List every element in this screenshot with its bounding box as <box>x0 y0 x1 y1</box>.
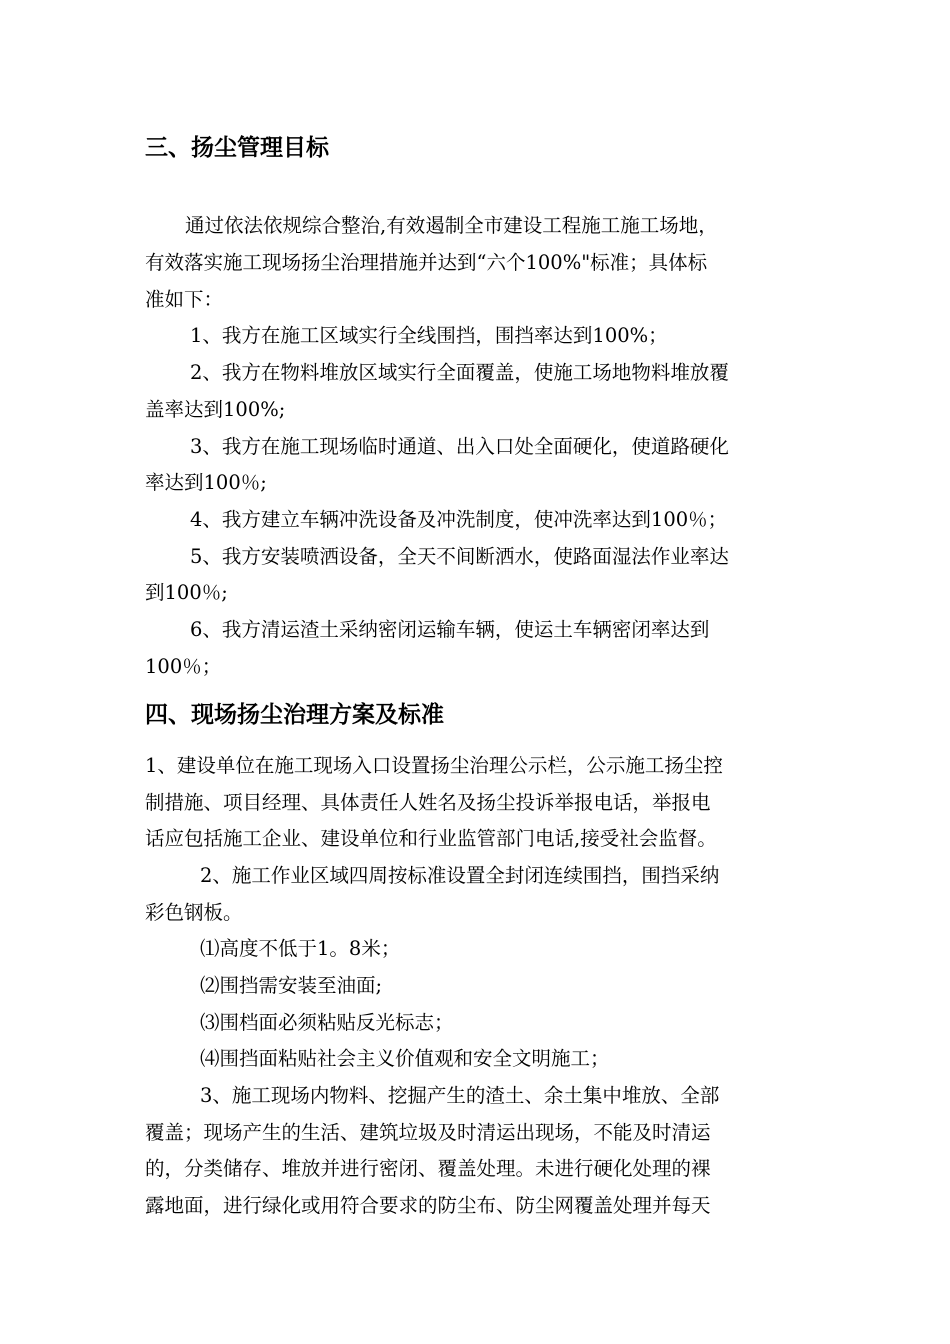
paragraph-line: 制措施、项目经理、具体责任人姓名及扬尘投诉举报电话，举报电 <box>145 791 711 814</box>
paragraph-line: 1、建设单位在施工现场入口设置扬尘治理公示栏，公示施工扬尘控 <box>145 754 723 777</box>
target-item: 1、我方在施工区域实行全线围挡，围挡率达到100%； <box>190 324 668 347</box>
target-item: 率达到100％; <box>145 471 267 494</box>
fence-requirement: ⑴高度不低于1。8米； <box>200 937 401 960</box>
intro-line: 通过依法依规综合整治,有效遏制全市建设工程施工施工场地， <box>185 214 718 237</box>
fence-requirement: ⑵围挡需安装至油面; <box>200 974 383 997</box>
paragraph-line: 3、施工现场内物料、挖掘产生的渣土、余土集中堆放、全部 <box>200 1084 720 1107</box>
target-item: 100％； <box>145 655 222 678</box>
target-item: 6、我方清运渣土采纳密闭运输车辆，使运土车辆密闭率达到 <box>190 618 710 641</box>
paragraph-line: 露地面，进行绿化或用符合要求的防尘布、防尘网覆盖处理并每天 <box>145 1194 711 1217</box>
paragraph-line: 话应包括施工企业、建设单位和行业监管部门电话,接受社会监督。 <box>145 827 717 850</box>
paragraph-line: 彩色钢板。 <box>145 901 243 924</box>
fence-requirement: ⑶围档面必须粘贴反光标志； <box>200 1011 454 1034</box>
paragraph-line: 2、施工作业区域四周按标准设置全封闭连续围挡，围挡采纳 <box>200 864 720 887</box>
fence-requirement: ⑷围挡面粘贴社会主义价值观和安全文明施工； <box>200 1047 610 1070</box>
target-item: 4、我方建立车辆冲洗设备及冲洗制度，使冲洗率达到100％； <box>190 508 728 531</box>
paragraph-line: 的，分类储存、堆放并进行密闭、覆盖处理。未进行硬化处理的裸 <box>145 1157 711 1180</box>
target-item: 3、我方在施工现场临时通道、出入口处全面硬化，使道路硬化 <box>190 435 729 458</box>
target-item: 2、我方在物料堆放区域实行全面覆盖，使施工场地物料堆放覆 <box>190 361 729 384</box>
paragraph-line: 覆盖；现场产生的生活、建筑垃圾及时清运出现场，不能及时清运 <box>145 1121 711 1144</box>
target-item: 盖率达到100%; <box>145 398 286 421</box>
target-item: 到100％; <box>145 581 228 604</box>
intro-line: 有效落实施工现场扬尘治理措施并达到“六个100%"标准；具体标 <box>145 251 708 274</box>
target-item: 5、我方安装喷洒设备，全天不间断洒水，使路面湿法作业率达 <box>190 545 729 568</box>
section-3-heading: 三、扬尘管理目标 <box>145 135 329 161</box>
section-4-heading: 四、现场扬尘治理方案及标准 <box>145 702 444 728</box>
intro-line: 准如下： <box>145 288 224 311</box>
